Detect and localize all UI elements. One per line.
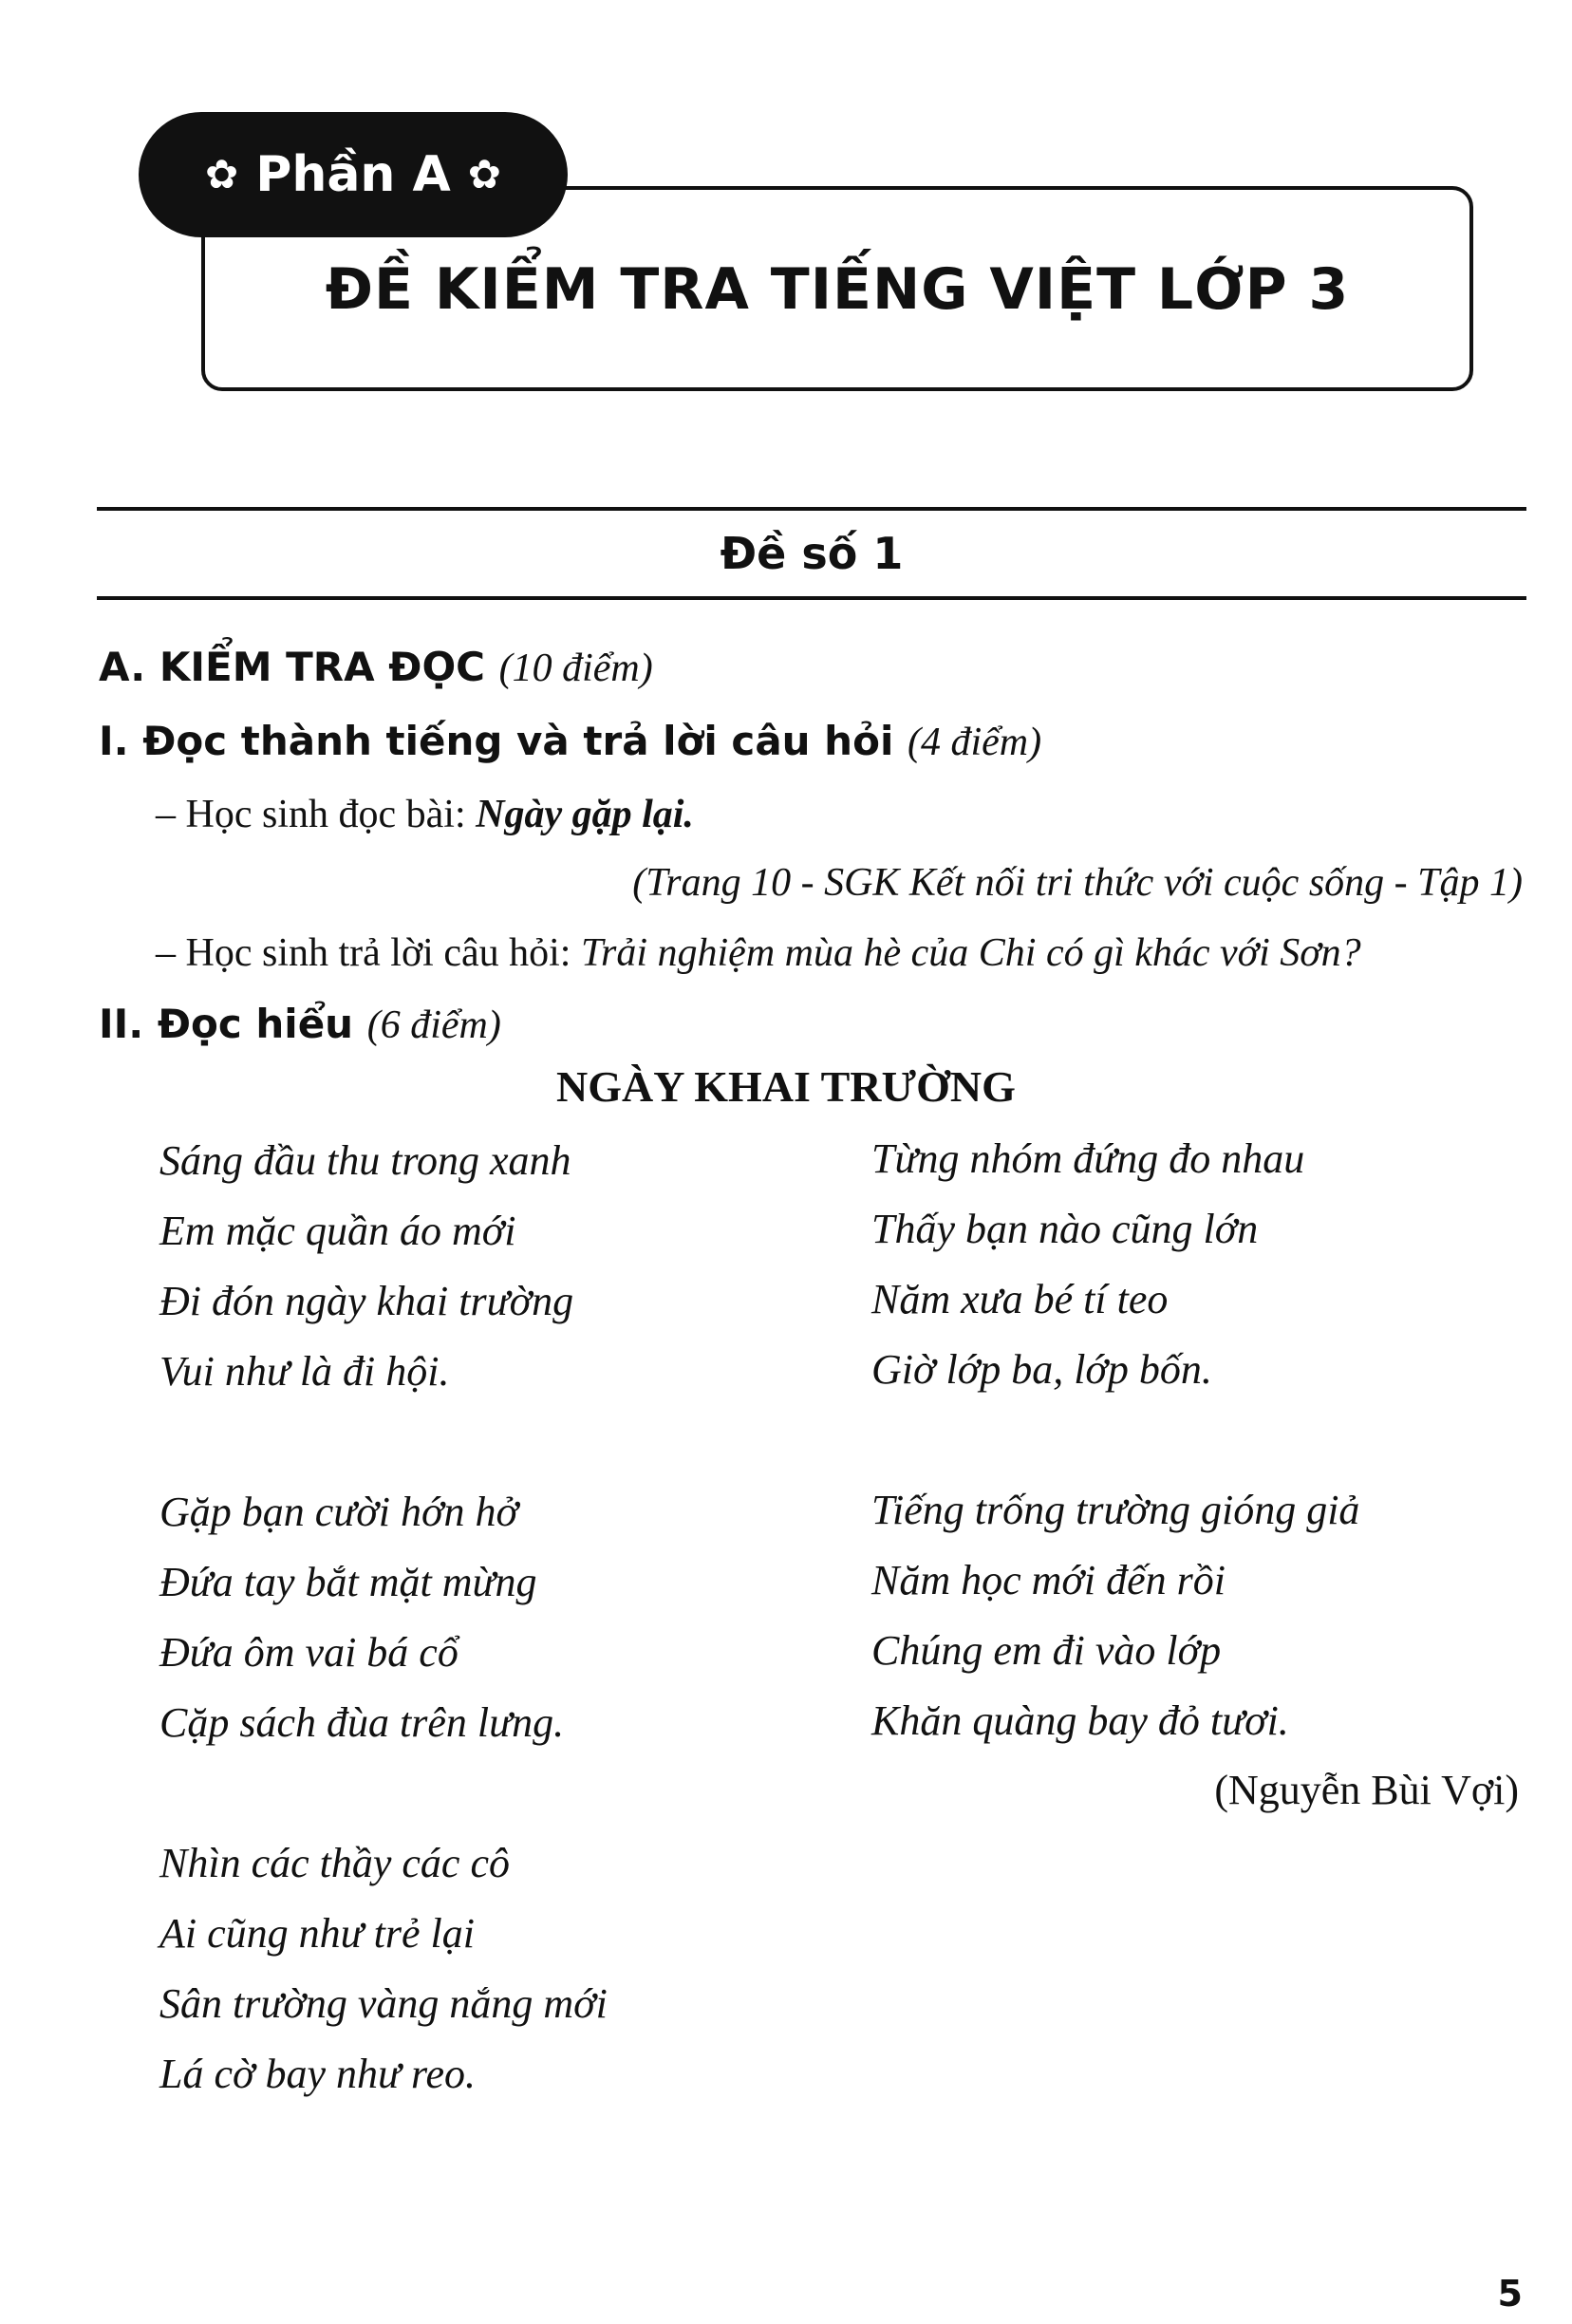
poem-line: Tiếng trống trường gióng giả: [871, 1487, 1360, 1533]
read-instruction: [156, 792, 694, 837]
poem-line: Lá cờ bay như reo.: [159, 2051, 477, 2097]
part-2-title: II. Đọc hiểu: [99, 1001, 354, 1047]
poem-line: Đứa ôm vai bá cổ: [159, 1629, 458, 1676]
read-source: (Trang 10 - SGK Kết nối tri thức với cuộc sống - Tập 1): [632, 861, 1523, 905]
part-1-heading: [99, 718, 1041, 765]
page-title: ĐỀ KIỂM TRA TIẾNG VIỆT LỚP 3: [325, 256, 1350, 323]
top-divider: [97, 507, 1526, 511]
poem-line: Vui như là đi hội.: [159, 1348, 450, 1395]
poem-line: Năm học mới đến rồi: [871, 1557, 1226, 1603]
flower-icon: ✿: [205, 151, 239, 197]
question-text: Trải nghiệm mùa hè của Chi có gì khác với Sơn?: [580, 931, 1361, 975]
part-1-points: (4 điểm): [907, 721, 1042, 764]
poem-title: NGÀY KHAI TRƯỜNG: [556, 1062, 1016, 1111]
poem-line: Gặp bạn cười hớn hở: [159, 1489, 518, 1535]
part-2-heading: [99, 1001, 501, 1048]
poem-line: Đi đón ngày khai trường: [159, 1278, 574, 1324]
poem-line: Từng nhóm đứng đo nhau: [871, 1135, 1305, 1182]
poem-line: Giờ lớp ba, lớp bốn.: [871, 1346, 1212, 1393]
section-a-points: (10 điểm): [498, 647, 653, 690]
part-label-badge: [139, 112, 568, 237]
answer-instruction: [156, 930, 1361, 976]
poem-line: Năm xưa bé tí teo: [871, 1276, 1169, 1322]
answer-prefix: – Học sinh trả lời câu hỏi:: [156, 931, 581, 975]
part-2-points: (6 điểm): [366, 1003, 501, 1047]
poem-line: Thấy bạn nào cũng lớn: [871, 1206, 1259, 1252]
poem-line: Chúng em đi vào lớp: [871, 1627, 1222, 1674]
poem-line: Đứa tay bắt mặt mừng: [159, 1559, 537, 1605]
part-1-title: I. Đọc thành tiếng và trả lời câu hỏi: [99, 718, 894, 764]
read-title: Ngày gặp lại.: [476, 793, 694, 836]
poem-line: Ai cũng như trẻ lại: [159, 1910, 475, 1957]
poem-line: Sân trường vàng nắng mới: [159, 1980, 608, 2027]
read-prefix: – Học sinh đọc bài:: [156, 793, 477, 836]
poem-left-column: [159, 1126, 608, 2109]
poem-right-column: [871, 1124, 1359, 1756]
poem-author: (Nguyễn Bùi Vợi): [1214, 1767, 1519, 1813]
poem-line: Nhìn các thầy các cô: [159, 1840, 510, 1886]
poem-line: Cặp sách đùa trên lưng.: [159, 1699, 565, 1746]
section-a-title: A. KIỂM TRA ĐỌC: [99, 644, 485, 690]
part-label: Phần A: [255, 146, 451, 203]
section-a-heading: [99, 644, 653, 691]
bottom-divider: [97, 596, 1526, 600]
page-number: 5: [1497, 2273, 1523, 2315]
poem-line: Sáng đầu thu trong xanh: [159, 1137, 571, 1184]
poem-line: Em mặc quần áo mới: [159, 1208, 516, 1254]
poem-line: Khăn quàng bay đỏ tươi.: [871, 1697, 1289, 1744]
exam-number: Đề số 1: [720, 528, 904, 579]
flower-icon: ✿: [467, 151, 501, 197]
